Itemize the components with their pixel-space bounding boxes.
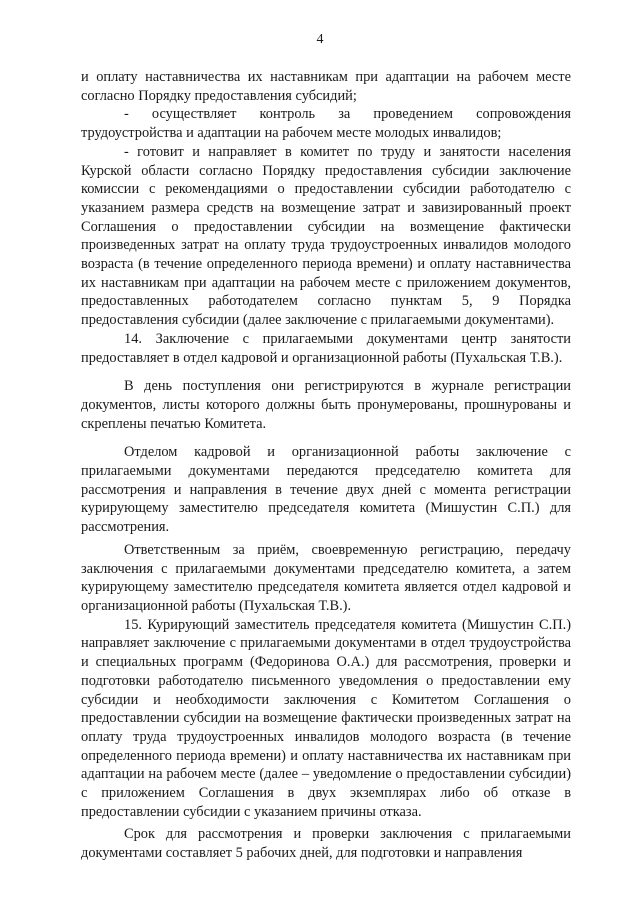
document-body [81, 68, 571, 863]
paragraph-payment-continuation: и оплату наставничества их наставникам при адаптации на рабочем месте согласно Порядку предоставления субсидий; [81, 69, 571, 104]
paragraph-hr-department: Отделом кадровой и организационной работы заключение с прилагаемыми документами передаются председателю комитета для рассмотрения и направления в течение двух дней с момента регистрации курирующему заместителю председателя комитета (Мишустин С.П.) для рассмотрения. [81, 444, 571, 536]
paragraph-prepares-item: - готовит и направляет в комитет по труду и занятости населения Курской области согласно Порядку предоставления субсидии заключение комиссии с рекомендациями о предоставлении субсидии работодателю с указанием размера средств на возмещение затрат и завизированный проект Соглашения о предоставлении субсидии на возмещение фактически произведенных затрат на оплату труда трудоустроенных инвалидов молодого возраста (в течение определенного периода времени) и оплату наставничества их наставникам при адаптации на рабочем месте с приложением документов, предоставленных работодателем согласно пунктам 5, 9 Порядка предоставления субсидии (далее заключение с прилагаемыми документами). [81, 143, 571, 329]
paragraph-registration: В день поступления они регистрируются в журнале регистрации документов, листы которого должны быть пронумерованы, прошнурованы и скреплены печатью Комитета. [81, 378, 571, 432]
paragraph-15: 15. Курирующий заместитель председателя комитета (Мишустин С.П.) направляет заключение с прилагаемыми документами в отдел трудоустройства и специальных программ (Федоринова О.А.) для рассмотрения, проверки и подготовки работодателю письменного уведомления о предоставлении ему субсидии и необходимости заключения с Комитетом Соглашения о предоставлении субсидии на возмещение фактически произведенных затрат на оплату труда трудоустроенных инвалидов молодого возраста (в течение определенного периода времени) и оплату наставничества их наставникам при адаптации на рабочем месте (далее – уведомление о предоставлении субсидии) с приложением Соглашения в двух экземплярах либо об отказе в предоставлении субсидии с указанием причины отказа. [81, 616, 571, 820]
paragraph-14: 14. Заключение с прилагаемыми документами центр занятости предоставляет в отдел кадровой и организационной работы (Пухальская Т.В.). [81, 330, 571, 366]
paragraph-review-period: Срок для рассмотрения и проверки заключения с прилагаемыми документами составляет 5 рабочих дней, для подготовки и направления [81, 826, 571, 862]
paragraph-responsible: Ответственным за приём, своевременную регистрацию, передачу заключения с прилагаемыми документами председателю комитета, а затем курирующему заместителю председателя комитета является отдел кадровой и организационной работы (Пухальская Т.В.). [81, 541, 571, 614]
paragraph-control-item: - осуществляет контроль за проведением сопровождения трудоустройства и адаптации на рабочем месте молодых инвалидов; [81, 106, 571, 142]
page-number: 4 [316, 32, 324, 47]
